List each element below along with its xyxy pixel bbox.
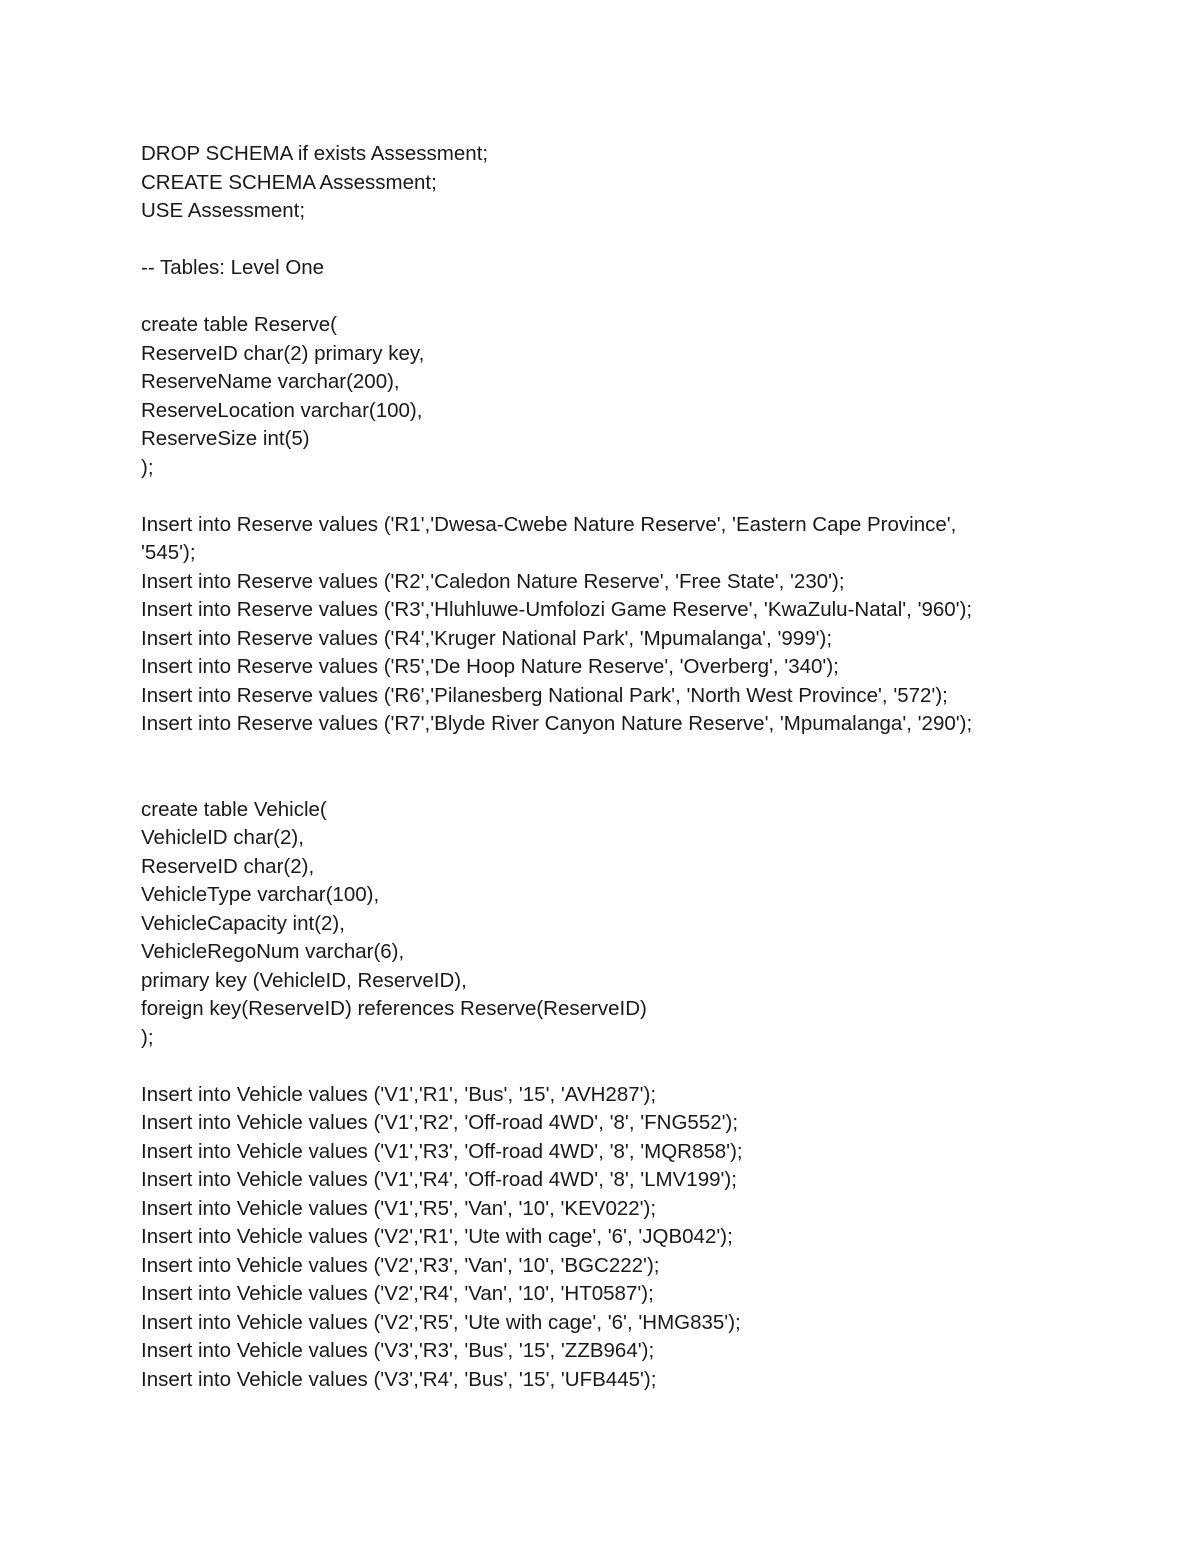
sql-line: VehicleID char(2), xyxy=(141,826,304,849)
vehicle-table-definition xyxy=(141,796,1141,1053)
blank-line xyxy=(141,1052,1141,1081)
sql-line: VehicleRegoNum varchar(6), xyxy=(141,940,405,963)
sql-line: '545'); xyxy=(141,541,196,564)
sql-line: DROP SCHEMA if exists Assessment; xyxy=(141,142,489,165)
sql-line: Insert into Reserve values ('R2','Caledon Nature Reserve', 'Free State', '230'); xyxy=(141,569,845,593)
sql-line: foreign key(ReserveID) references Reserve(ReserveID) xyxy=(141,997,647,1020)
blank-line xyxy=(141,482,1141,511)
section-comment: -- Tables: Level One xyxy=(141,256,325,279)
sql-line: ); xyxy=(141,455,154,479)
sql-line: create table Vehicle( xyxy=(141,797,327,821)
sql-line: primary key (VehicleID, ReserveID), xyxy=(141,968,467,992)
vehicle-inserts xyxy=(141,1081,1141,1395)
sql-line: Insert into Vehicle values ('V2','R4', 'Van', '10', 'HT0587'); xyxy=(141,1282,654,1305)
sql-line: Insert into Vehicle values ('V3','R3', 'Bus', '15', 'ZZB964'); xyxy=(141,1339,655,1362)
sql-line: Insert into Reserve values ('R6','Pilanesberg National Park', 'North West Province', '572'); xyxy=(141,683,948,707)
sql-line: Insert into Vehicle values ('V1','R4', 'Off-road 4WD', '8', 'LMV199'); xyxy=(141,1168,737,1191)
sql-line: VehicleType varchar(100), xyxy=(141,883,380,906)
sql-line: Insert into Reserve values ('R7','Blyde River Canyon Nature Reserve', 'Mpumalanga', '290'); xyxy=(141,712,973,735)
sql-script xyxy=(141,140,1141,1394)
sql-line: ReserveSize int(5) xyxy=(141,427,310,450)
sql-line: Insert into Reserve values ('R3','Hluhluwe-Umfolozi Game Reserve', 'KwaZulu-Natal', '960'); xyxy=(141,598,973,621)
sql-line: ReserveName varchar(200), xyxy=(141,370,400,393)
sql-line: ReserveLocation varchar(100), xyxy=(141,398,423,422)
blank-line xyxy=(141,226,1141,255)
sql-line: CREATE SCHEMA Assessment; xyxy=(141,170,437,194)
blank-line xyxy=(141,283,1141,312)
sql-line: VehicleCapacity int(2), xyxy=(141,911,345,935)
reserve-inserts xyxy=(141,511,1141,739)
sql-line: Insert into Vehicle values ('V1','R2', 'Off-road 4WD', '8', 'FNG552'); xyxy=(141,1111,739,1134)
sql-line: Insert into Reserve values ('R5','De Hoop Nature Reserve', 'Overberg', '340'); xyxy=(141,655,839,678)
blank-line xyxy=(141,739,1141,796)
sql-line: ); xyxy=(141,1025,154,1049)
sql-line: Insert into Vehicle values ('V3','R4', 'Bus', '15', 'UFB445'); xyxy=(141,1367,657,1391)
sql-line: Insert into Vehicle values ('V1','R5', 'Van', '10', 'KEV022'); xyxy=(141,1196,657,1220)
sql-line: Insert into Reserve values ('R4','Kruger National Park', 'Mpumalanga', '999'); xyxy=(141,626,833,650)
schema-block xyxy=(141,140,1141,226)
sql-line: create table Reserve( xyxy=(141,313,337,336)
sql-line: Insert into Vehicle values ('V2','R3', 'Van', '10', 'BGC222'); xyxy=(141,1253,660,1277)
sql-line: Insert into Reserve values ('R1','Dwesa-Cwebe Nature Reserve', 'Eastern Cape Province', xyxy=(141,512,957,536)
sql-line: ReserveID char(2) primary key, xyxy=(141,341,425,365)
sql-line: USE Assessment; xyxy=(141,199,306,222)
sql-line: Insert into Vehicle values ('V2','R1', 'Ute with cage', '6', 'JQB042'); xyxy=(141,1225,733,1248)
sql-line: ReserveID char(2), xyxy=(141,854,315,878)
sql-line: Insert into Vehicle values ('V2','R5', 'Ute with cage', '6', 'HMG835'); xyxy=(141,1310,741,1334)
sql-line: Insert into Vehicle values ('V1','R1', 'Bus', '15', 'AVH287'); xyxy=(141,1082,657,1106)
reserve-table-definition xyxy=(141,311,1141,482)
sql-line: Insert into Vehicle values ('V1','R3', 'Off-road 4WD', '8', 'MQR858'); xyxy=(141,1139,743,1163)
